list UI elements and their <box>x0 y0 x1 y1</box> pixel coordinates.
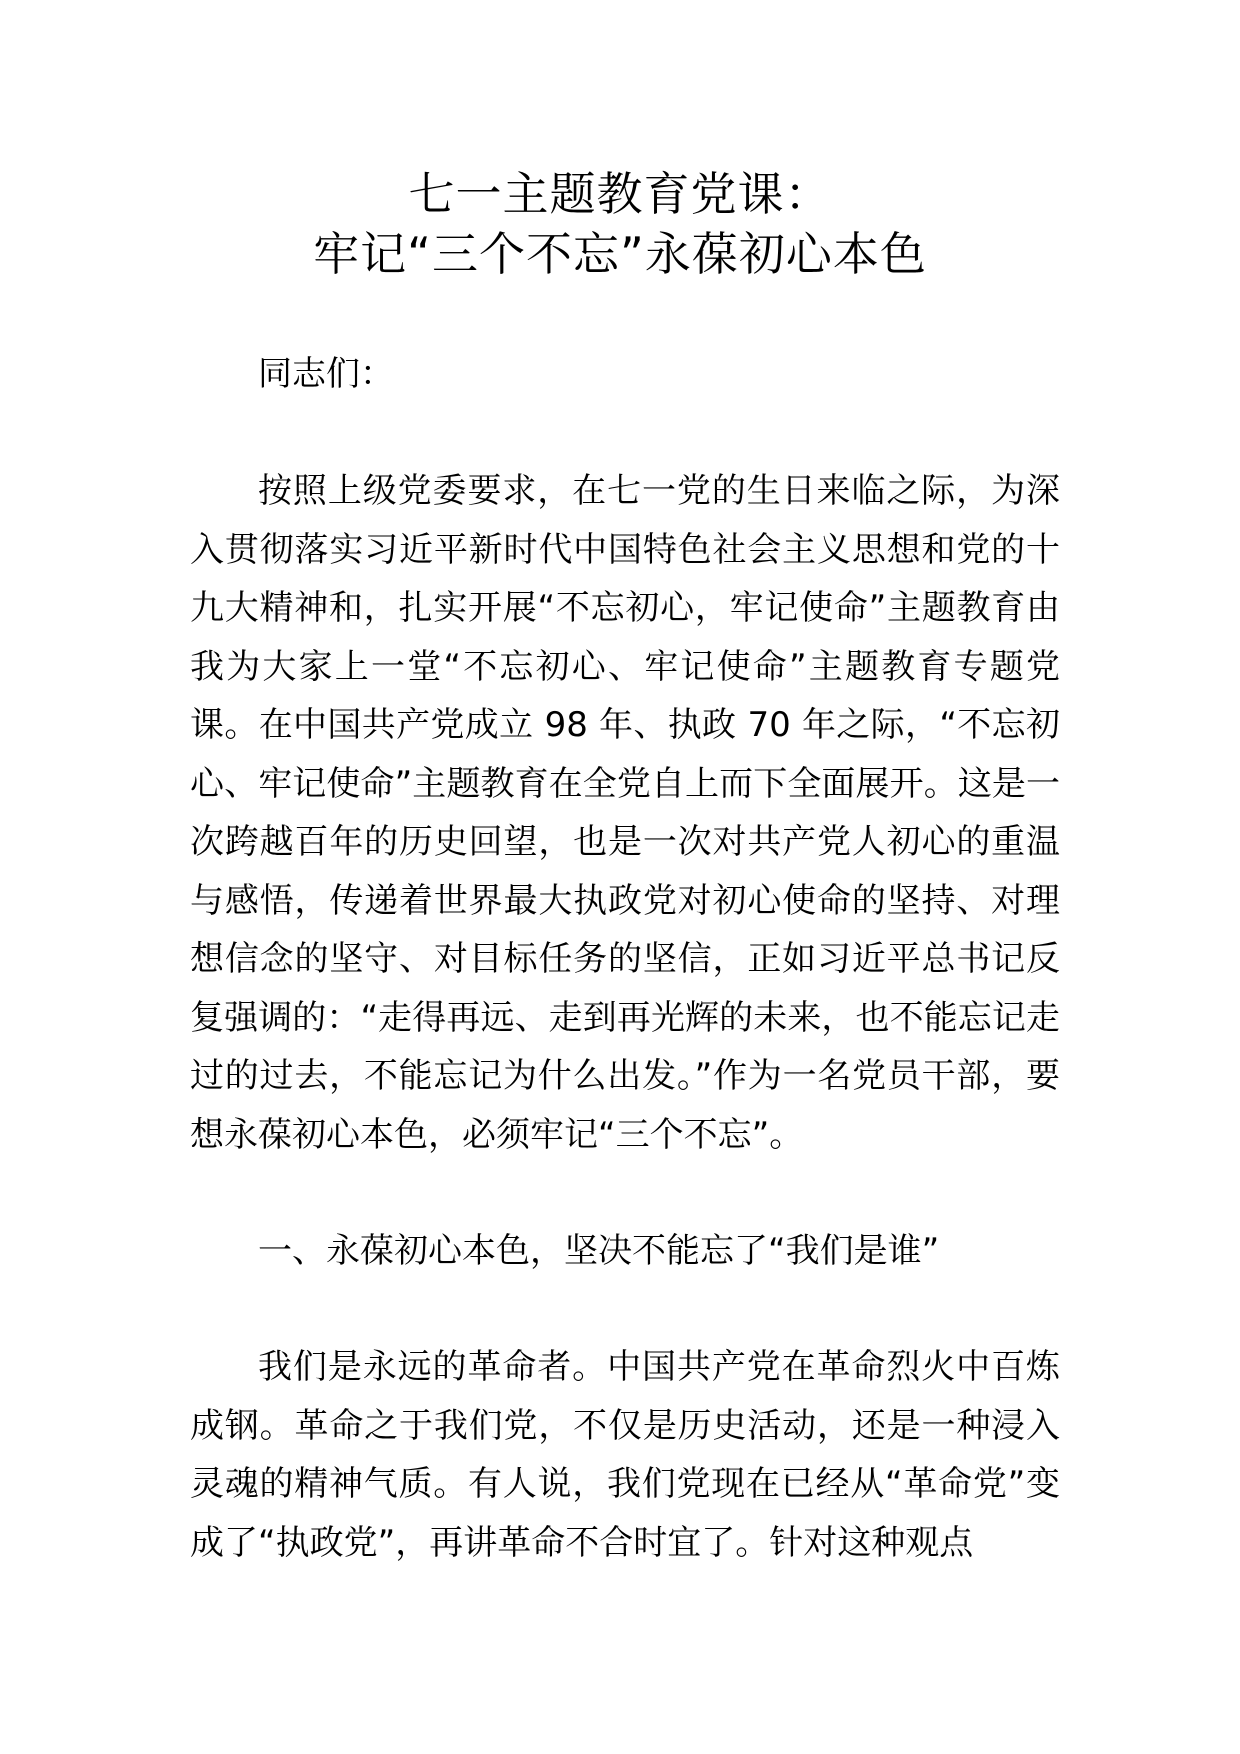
document-title-line-2: 牢记“三个不忘”永葆初心本色 <box>313 227 927 281</box>
salutation: 同志们： <box>258 354 394 394</box>
body-paragraph-2: 我们是永远的革命者。中国共产党在革命烈火中百炼成钢。革命之于我们党，不仅是历史活动，还是一种浸入灵魂的精神气质。有人说，我们党现在已经从“革命党”变成了“执政党”，再讲革命不合时宜了。针对这种观点 <box>190 1347 1060 1563</box>
section-heading-1: 一、永葆初心本色，坚决不能忘了“我们是谁” <box>258 1231 940 1271</box>
body-paragraph-1: 按照上级党委要求，在七一党的生日来临之际，为深入贯彻落实习近平新时代中国特色社会主义思想和党的十九大精神和，扎实开展“不忘初心，牢记使命”主题教育由我为大家上一堂“不忘初心、牢记使命”主题教育专题党课。在中国共产党成立 98 年、执政 70 年之际，“不忘初心、牢记使命”主题教育在全党自上而下全面展开。这是一次跨越百年的历史回望，也是一次对共产党人初心的重温与感悟，传递着世界最大执政党对初心使命的坚持、对理想信念的坚守、对目标任务的坚信，正如习近平总书记反复强调的：“走得再远、走到再光辉的未来，也不能忘记走过的过去，不能忘记为什么出发。”作为一名党员干部，要想永葆初心本色，必须牢记“三个不忘”。 <box>190 471 1060 1155</box>
document-title-line-1: 七一主题教育党课： <box>408 167 832 221</box>
